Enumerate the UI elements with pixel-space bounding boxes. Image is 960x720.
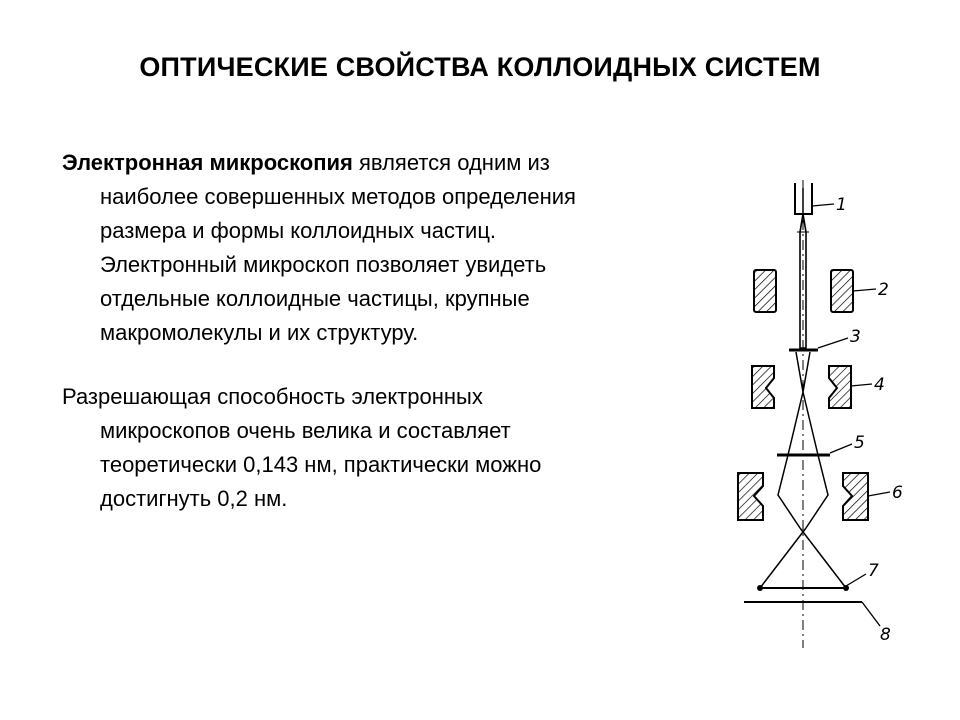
paragraph1-line1 [62,146,702,180]
label-3: 3 [850,327,861,347]
slide-title: ОПТИЧЕСКИЕ СВОЙСТВА КОЛЛОИДНЫХ СИСТЕМ [139,52,821,82]
paragraph2-line3: теоретически 0,143 нм, практически можно [100,452,542,477]
paragraph-electron-microscopy [62,146,702,350]
label-6: 6 [892,483,903,503]
paragraph1-line3: размера и формы коллоидных частиц. [100,218,497,243]
label-2: 2 [878,280,889,300]
paragraph1-line2: наиболее совершенных методов определения [100,184,576,209]
label-4: 4 [874,375,885,395]
paragraph1-line5: отдельные коллоидные частицы, крупные [100,286,530,311]
paragraph2-line4: достигнуть 0,2 нм. [100,486,288,511]
paragraph1-line1-rest: является одним из [352,150,550,175]
paragraph1-line4: Электронный микроскоп позволяет увидеть [100,252,547,277]
paragraph-resolution [62,380,702,516]
electron-microscope-diagram [720,170,920,650]
term-electron-microscopy: Электронная микроскопия [62,150,353,175]
label-5: 5 [854,433,865,453]
paragraph2-line2: микроскопов очень велика и составляет [100,418,511,443]
label-1: 1 [836,195,847,215]
label-7: 7 [868,561,879,581]
paragraph2-line1: Разрешающая способность электронных [62,384,483,409]
paragraph1-line6: макромолекулы и их структуру. [100,320,419,345]
label-8: 8 [880,625,891,645]
